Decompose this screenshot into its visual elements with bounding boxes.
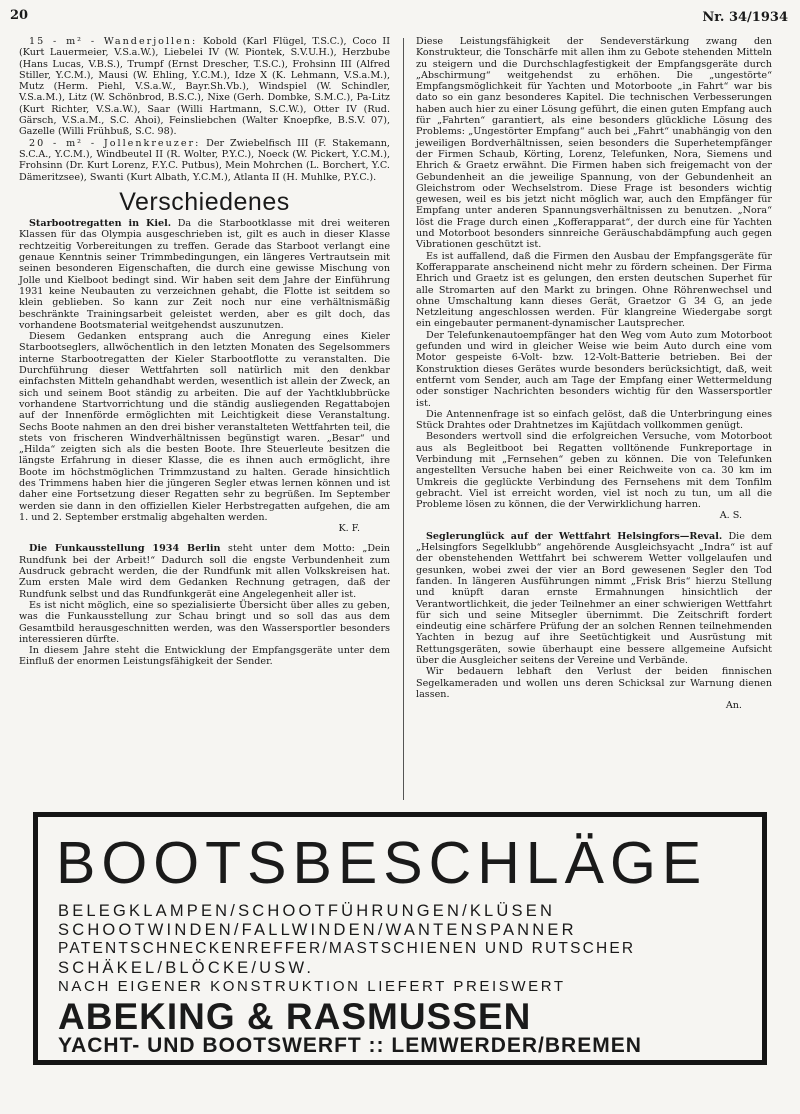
- ad-headline: BOOTSBESCHLÄGE: [56, 830, 708, 896]
- page-number: 20: [10, 8, 29, 23]
- paragraph-seglerunglueck: [416, 531, 772, 667]
- paragraph-text: Die dem „Helsingfors Segelklubb“ angehörende Ausgleichsyacht „Indra“ ist auf der obenstehenden Wettfahrt bei schwerem Wetter vollgelaufen und gesunken, wobei zwei der vier an Bord gewesenen Segler den Tod fanden. In längeren Ausführungen nimmt „Frisk Bris“ hierzu Stellung und knüpft daran ernste Ermahnungen hinsichtlich der Verantwortlichkeit, die jeder Teilnehmer an einer schwierigen Wettfahrt für sich und seine Mitsegler übernimmt. Die Zeitschrift fordert eindeutig eine schärfere Prüfung der an solchen Rennen teilnehmenden Yachten in bezug auf ihre Seetüchtigkeit und Ausrüstung mit Rettungsgeräten, sowie überhaupt eine bessere allgemeine Aufsicht über die Ausgleicher seitens der Vereine und Verbände.: [416, 530, 772, 667]
- paragraph-text: steht unter dem Motto: „Dein Rundfunk bei der Arbeit!“ Dadurch soll die engste Verbundenheit zum Ausdruck gebracht werden, die der Rundfunk mit allen Volkskreisen hat. Zum ersten Male wird dem Gedanken Rechnung getragen, daß der Rundfunk selbst und das Rundfunkgerät eine Angelegenheit aller ist.: [19, 543, 390, 600]
- author-signature: K. F.: [338, 523, 360, 535]
- paragraph-sender: Diese Leistungsfähigkeit der Sendeverstärkung zwang den Konstrukteur, die Tonschärfe mit allen ihm zu Gebote stehenden Mitteln zu steigern und die Durchschlagfestigkeit der Empfangsgeräte durch „Abschirmung“ weitgehendst zu erhöhen. Die „ungestörte“ Empfangsmöglichkeit für Yachten und Motorboote „in Fahrt“ war bis dato so ein ganz besonderes Kapitel. Die technischen Verbesserungen haben auch hier zu einer Lösung geführt, die einen guten Empfang auch für „Fahrten“ garantiert, als eine besonders glückliche Lösung des Problems: „Ungestörter Empfang“ auch bei „Fahrt“ unabhängig von den jeweiligen Bordverhältnissen, seien besonders die Superhetempfänger der Firmen Schaub, Körting, Lorenz, Telefunken, Nora, Siemens und Ehrich & Graetz erwähnt. Die Firmen haben sich freigemacht von der Gebundenheit an die jeweilige Spannung, von der Gebundenheit an Gleichstrom oder Wechselstrom. Diese Frage ist besonders wichtig gewesen, weil es bis jetzt nicht möglich war, auch den Empfänger für Empfang unter anderen Spannungsverhältnissen zu benutzen. „Nora“ löst die Frage durch einen „Kofferapparat“, der durch eine für Yachten und Motorboot besonders sinnreiche Geräuschabdämpfung auch gegen Vibrationen geschützt ist.: [416, 36, 772, 251]
- paragraph-bedauern: Wir bedauern lebhaft den Verlust der beiden finnischen Segelkameraden und wollen uns deren Schicksal zur Warnung dienen lassen.: [416, 666, 772, 700]
- page-header: [6, 4, 788, 24]
- paragraph-funk-3: In diesem Jahre steht die Entwicklung der Empfangsgeräte unter dem Einfluß der enormen Leistungsfähigkeit der Sender.: [19, 645, 390, 668]
- ad-company-name: ABEKING & RASMUSSEN: [58, 996, 532, 1037]
- advertisement: [33, 812, 767, 1065]
- paragraph-starboot: [19, 218, 390, 331]
- paragraph-text: Der Zwiebelfisch III (F. Stakemann, S.C.A., Y.C.M.), Windbeutel II (R. Wolter, P.Y.C.), Noeck (W. Pickert, Y.C.M.), Frohsinn (Dr. Kurt Lorenz, F.Y.C. Putbus), Mein Mohrchen (L. Borchert, Y.C. Dämeritzsee), Swanti (Kurt Albath, Y.C.M.), Atlanta II (H. Muhlke, P.Y.C.).: [19, 137, 390, 183]
- author-signature: A. S.: [719, 510, 742, 522]
- paragraph-funk-2: Es ist nicht möglich, eine so spezialisierte Übersicht über alles zu geben, was die Funkausstellung zur Schau bringt und so soll das aus dem Gesamtbild herausgeschnitten werden, was den Wassersportler besonders interessieren dürfte.: [19, 599, 390, 645]
- paragraph-starboot-2: Diesem Gedanken entsprang auch die Anregung eines Kieler Starbootseglers, allwöchentlich in den letzten Monaten des Segelsommers interne Starbootregatten der Kieler Starbootflotte zu veranstalten. Die Durchführung dieser Wettfahrten soll natürlich mit den denkbar einfachsten Mitteln gehandhabt werden, wesentlich ist allein der Zweck, an sich und seinem Boot ständig zu arbeiten. Die auf der Yachtklubbrücke vorhandene Startvorrichtung und die ständig ausliegenden Regattabojen auf der Innenförde ermöglichten mit Leichtigkeit diese Veranstaltung. Sechs Boote nahmen an den drei bisher veranstalteten Wettfahrten teil, die stets von frischeren Windverhältnissen begünstigt waren. „Besar“ und „Hilda“ zeigten sich als die besten Boote. Ihre Steuerleute besitzen die längste Erfahrung in dieser Klasse, die es ihnen auch ermöglicht, ihre Boote im höchstmöglichen Trimmzustand zu halten. Gerade hinsichtlich des Trimmens haben hier die jüngeren Segler etwas lernen können und ist daher eine Fortsetzung dieser Regatten sehr zu begrüßen. Im September werden sie dann in den offiziellen Kieler Herbstregatten aufgehen, die am 1. und 2. September erstmalig abgehalten werden.: [19, 331, 390, 523]
- ad-product-line-3: PATENTSCHNECKENREFFER/MASTSCHIENEN UND RUTSCHER: [58, 940, 636, 957]
- issue-number: Nr. 34/1934: [702, 10, 788, 25]
- paragraph-antenne: Die Antennenfrage ist so einfach gelöst, daß die Unterbringung eines Stück Drahtes oder Drahtnetzes im Kajütdach vollkommen genügt.: [416, 408, 772, 432]
- article-title: Seglerunglück auf der Wettfahrt Helsingfors—Reval.: [426, 530, 723, 542]
- ad-product-line-4: SCHÄKEL/BLÖCKE/USW.: [58, 959, 315, 977]
- author-signature: An.: [725, 700, 742, 712]
- paragraph-koffer: Es ist auffallend, daß die Firmen den Ausbau der Empfangsgeräte für Kofferapparate anscheinend nicht mehr zu fördern scheinen. Der Firma Ehrich und Graetz ist es gelungen, den ersten deutschen Superhet für alle Stromarten auf den Markt zu bringen. Ohne Röhrenwechsel und ohne Umschaltung kann dieses Gerät, Graetzor G 34 G, an jede Netzleitung angeschlossen werden. Für klangreine Wiedergabe sorgt ein eingebauter permanent-dynamischer Lautsprecher.: [416, 250, 772, 330]
- class-label: 20 - m² - Jollenkreuzer:: [29, 137, 201, 149]
- paragraph-telefunken: Der Telefunkenautoempfänger hat den Weg vom Auto zum Motorboot gefunden und wird in gleicher Weise wie beim Auto durch eine vom Motor gespeiste 6-Volt- bzw. 12-Volt-Batterie betrieben. Bei der Konstruktion dieses Gerätes wurde besonders berücksichtigt, daß, weit entfernt vom Sender, auch am Tage der Empfang einer Wettermeldung oder sonstiger Nachrichten besonders wichtig für den Wassersportler ist.: [416, 329, 772, 409]
- ad-product-line-5: NACH EIGENER KONSTRUKTION LIEFERT PREISWERT: [58, 978, 566, 995]
- left-column: [19, 36, 390, 668]
- column-divider: [403, 38, 404, 800]
- paragraph-text: Kobold (Karl Flügel, T.S.C.), Coco II (Kurt Lauermeier, V.S.a.W.), Liebelei IV (W. Piontek, S.V.U.H.), Herzbube (Hans Lucas, V.B.S.), Trumpf (Ernst Drescher, T.S.C.), Frohsinn III (Alfred Stiller, Y.C.M.), Mausi (W. Ehling, Y.C.M.), Idze X (K. Lehmann, V.S.a.M.), Mutz (Herm. Piehl, V.S.a.W., Bayr.Sh.Vb.), Windspiel (W. Schindler, V.S.a.M.), Litz (W. Schönbrod, B.S.C.), Nixe (Gerh. Dombke, S.M.C.), Pa-Litz (Kurt Richter, V.S.a.W.), Saar (Willi Hartmann, S.C.W.), Otter IV (Rud. Gärsch, V.S.a.M., S.C. Ahoi), Feinsliebchen (Walter Knoepfke, B.S.V. 07), Gazelle (Willi Frühbuß, S.C. 98).: [19, 36, 390, 138]
- paragraph-fernsehen: Besonders wertvoll sind die erfolgreichen Versuche, vom Motorboot aus als Begleitboot bei Regatten volltönende Funkreportage in Verbindung mit „Fernsehen“ geben zu können. Die von Telefunken angestellten Versuche haben bei einer Reichweite von ca. 30 km im Umkreis die geglückte Verbindung des Fernsehens mit dem Tonfilm gebracht. Viel ist erreicht worden, viel ist noch zu tun, um all die Probleme lösen zu können, die der Verwirklichung harren.: [416, 431, 772, 511]
- article-title: Starbootregatten in Kiel.: [29, 218, 172, 230]
- paragraph-text: Da die Starbootklasse mit drei weiteren Klassen für das Olympia ausgeschrieben ist, gilt es auch in dieser Klasse rechtzeitig Vorbereitungen zu treffen. Gerade das Starboot verlangt eine genaue Kenntnis seiner Trimmbedingungen, ein längeres Vertrautsein mit seinen besonderen Eigenschaften, die durch eine gewisse Mischung von Jolle und Kielboot bedingt sind. Wir haben seit dem Jahre der Einführung 1931 keine Neubauten zu verzeichnen gehabt, die Flotte ist seitdem so klein geblieben. So kann zur Zeit noch nur eine verhältnismäßig beschränkte Trainingsarbeit geleistet werden, aber es gilt doch, das vorhandene Bootsmaterial weitgehendst auszunutzen.: [19, 218, 390, 331]
- section-heading: Verschiedenes: [119, 187, 290, 216]
- ad-product-line-1: BELEGKLAMPEN/SCHOOTFÜHRUNGEN/KLÜSEN: [58, 902, 556, 920]
- paragraph-wanderjollen: [19, 36, 390, 138]
- ad-product-line-2: SCHOOTWINDEN/FALLWINDEN/WANTENSPANNER: [58, 921, 577, 939]
- right-column: [416, 36, 772, 712]
- paragraph-funkausstellung: [19, 543, 390, 599]
- article-title: Die Funkausstellung 1934 Berlin: [29, 543, 221, 555]
- ad-company-subline: YACHT- UND BOOTSWERFT :: LEMWERDER/BREMEN: [58, 1034, 642, 1057]
- class-label: 15 - m² - Wanderjollen:: [29, 36, 198, 47]
- paragraph-jollenkreuzer: [19, 138, 390, 183]
